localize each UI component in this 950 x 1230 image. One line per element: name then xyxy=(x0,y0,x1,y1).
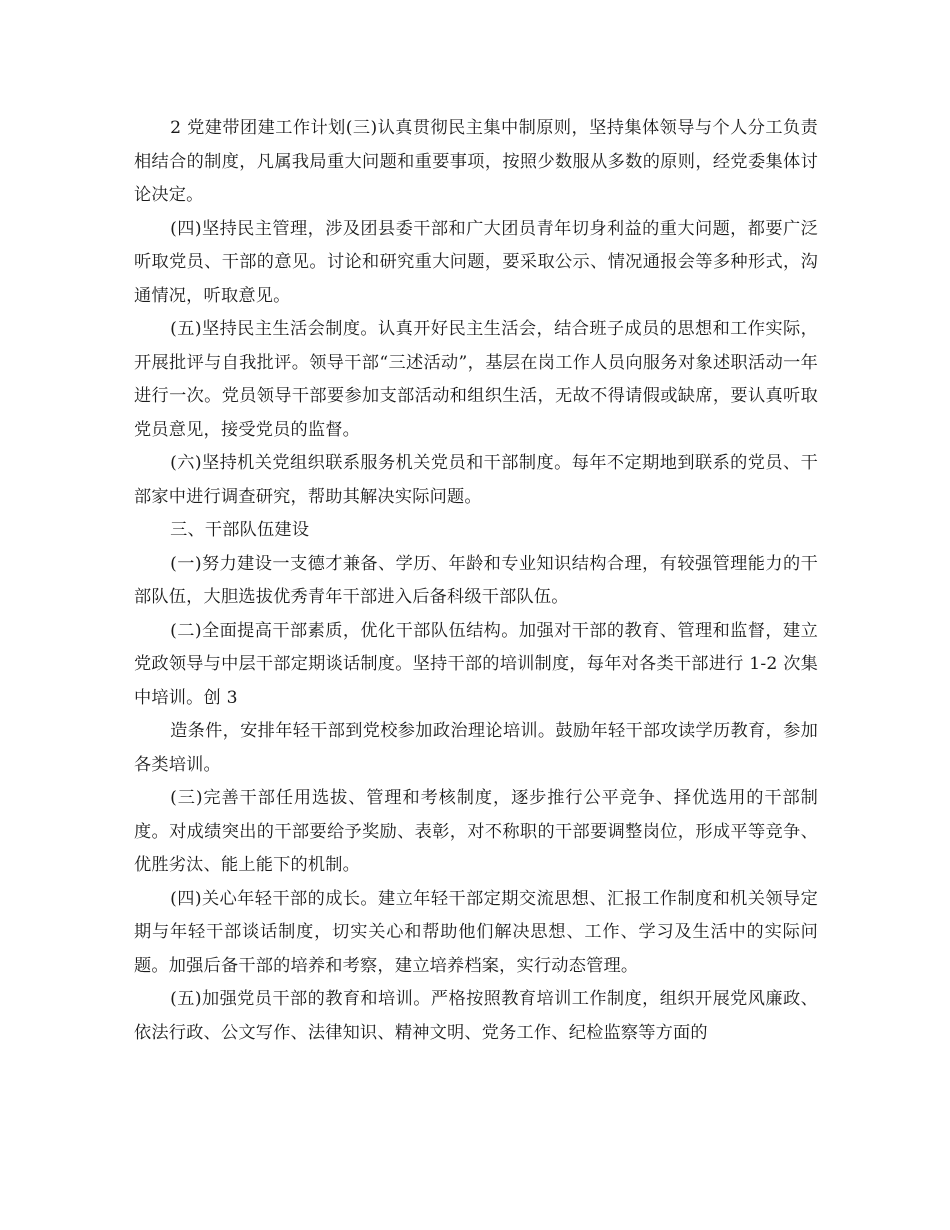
paragraph-2: (四)坚持民主管理，涉及团县委干部和广大团员青年切身利益的重大问题，都要广泛听取党员、干部的意见。讨论和研究重大问题，要采取公示、情况通报会等多种形式，沟通情况，听取意见。 xyxy=(134,218,818,306)
paragraph-9: (四)关心年轻干部的成长。建立年轻干部定期交流思想、汇报工作制度和机关领导定期与年轻干部谈话制度，切实关心和帮助他们解决思想、工作、学习及生活中的实际问题。加强后备干部的培养和考察，建立培养档案，实行动态管理。 xyxy=(134,888,818,976)
paragraph-5: (一)努力建设一支德才兼备、学历、年龄和专业知识结构合理，有较强管理能力的干部队伍，大胆选拔优秀青年干部进入后备科级干部队伍。 xyxy=(134,553,818,607)
section-heading: 三、干部队伍建设 xyxy=(170,520,310,540)
paragraph-7: 造条件，安排年轻干部到党校参加政治理论培训。鼓励年轻干部攻读学历教育，参加各类培训。 xyxy=(134,721,818,775)
paragraph-3: (五)坚持民主生活会制度。认真开好民主生活会，结合班子成员的思想和工作实际，开展批评与自我批评。领导干部“三述活动”，基层在岗工作人员向服务对象述职活动一年进行一次。党员领导干部要参加支部活动和组织生活，无故不得请假或缺席，要认真听取党员意见，接受党员的监督。 xyxy=(134,319,818,440)
paragraph-6: (二)全面提高干部素质，优化干部队伍结构。加强对干部的教育、管理和监督，建立党政领导与中层干部定期谈话制度。坚持干部的培训制度，每年对各类干部进行 1-2 次集中培训。创 3 xyxy=(134,620,818,708)
paragraph-1: 2 党建带团建工作计划(三)认真贯彻民主集中制原则，坚持集体领导与个人分工负责相结合的制度，凡属我局重大问题和重要事项，按照少数服从多数的原则，经党委集体讨论决定。 xyxy=(134,118,818,205)
paragraph-8: (三)完善干部任用选拔、管理和考核制度，逐步推行公平竞争、择优选用的干部制度。对成绩突出的干部要给予奖励、表彰，对不称职的干部要调整岗位，形成平等竞争、优胜劣汰、能上能下的机制。 xyxy=(134,788,818,875)
paragraph-4: (六)坚持机关党组织联系服务机关党员和干部制度。每年不定期地到联系的党员、干部家中进行调查研究，帮助其解决实际问题。 xyxy=(134,453,818,507)
document-body xyxy=(134,112,818,1050)
paragraph-10: (五)加强党员干部的教育和培训。严格按照教育培训工作制度，组织开展党风廉政、依法行政、公文写作、法律知识、精神文明、党务工作、纪检监察等方面的 xyxy=(134,989,818,1043)
